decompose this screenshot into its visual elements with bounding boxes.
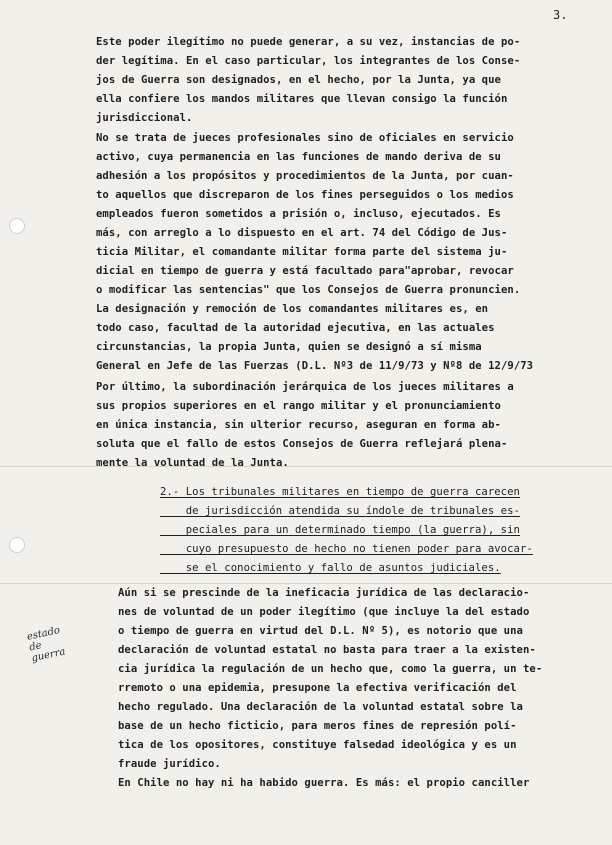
text-line: cuyo presupuesto de hecho no tienen poder para avocar-: [160, 543, 533, 555]
text-line: ticia Militar, el comandante militar forma parte del sistema ju-: [96, 246, 508, 258]
text-line: La designación y remoción de los comandantes militares es, en: [96, 303, 489, 315]
text-line: Aún si se prescinde de la ineficacia jurídica de las declaracio-: [118, 587, 530, 599]
text-line: Por último, la subordinación jerárquica de los jueces militares a: [96, 381, 514, 393]
text-line: en única instancia, sin ulterior recurso, aseguran en forma ab-: [96, 419, 501, 431]
text-line: cia jurídica la regulación de un hecho que, como la guerra, un te-: [118, 663, 543, 675]
punch-hole-bottom: [9, 537, 25, 553]
text-line: En Chile no hay ni ha habido guerra. Es más: el propio canciller: [118, 777, 530, 789]
punch-hole-top: [9, 218, 25, 234]
handwritten-margin-note: estado de guerra: [26, 625, 67, 665]
text-line: de jurisdicción atendida su índole de tribunales es-: [160, 505, 520, 517]
text-line: hecho regulado. Una declaración de la voluntad estatal sobre la: [118, 701, 523, 713]
text-line: soluta que el fallo de estos Consejos de Guerra reflejará plena-: [96, 438, 508, 450]
text-line: tica de los opositores, constituye falsedad ideológica y es un: [118, 739, 517, 751]
page-number: 3.: [553, 8, 568, 22]
text-line: to aquellos que discreparon de los fines perseguidos o los medios: [96, 189, 514, 201]
fold-line: [0, 583, 612, 584]
text-line: General en Jefe de las Fuerzas (D.L. Nº3 de 11/9/73 y Nº8 de 12/9/73: [96, 360, 534, 372]
text-line: 2.- Los tribunales militares en tiempo de guerra carecen: [160, 486, 520, 498]
text-line: o modificar las sentencias" que los Consejos de Guerra pronuncien.: [96, 284, 521, 296]
text-line: todo caso, facultad de la autoridad ejecutiva, en las actuales: [96, 322, 495, 334]
text-line: empleados fueron sometidos a prisión o, incluso, ejecutados. Es: [96, 208, 501, 220]
text-line: nes de voluntad de un poder ilegítimo (que incluye la del estado: [118, 606, 530, 618]
text-line: jurisdiccional.: [96, 112, 193, 124]
text-line: base de un hecho ficticio, para meros fines de represión polí-: [118, 720, 517, 732]
text-line: Este poder ilegítimo no puede generar, a su vez, instancias de po-: [96, 36, 521, 48]
text-line: declaración de voluntad estatal no basta para traer a la existen-: [118, 644, 536, 656]
text-line: o tiempo de guerra en virtud del D.L. Nº 5), es notorio que una: [118, 625, 523, 637]
text-line: se el conocimiento y fallo de asuntos judiciales.: [160, 562, 501, 574]
text-line: fraude jurídico.: [118, 758, 221, 770]
fold-line: [0, 466, 612, 467]
text-line: dicial en tiempo de guerra y está facultado para"aprobar, revocar: [96, 265, 514, 277]
text-line: activo, cuya permanencia en las funciones de mando deriva de su: [96, 151, 501, 163]
text-line: No se trata de jueces profesionales sino de oficiales en servicio: [96, 132, 514, 144]
text-line: ella confiere los mandos militares que llevan consigo la función: [96, 93, 508, 105]
text-line: sus propios superiores en el rango militar y el pronunciamiento: [96, 400, 501, 412]
text-line: jos de Guerra son designados, en el hecho, por la Junta, ya que: [96, 74, 501, 86]
text-line: circunstancias, la propia Junta, quien se designó a sí misma: [96, 341, 482, 353]
text-line: mente la voluntad de la Junta.: [96, 457, 289, 469]
text-line: peciales para un determinado tiempo (la guerra), sin: [160, 524, 520, 536]
text-line: rremoto o una epidemia, presupone la efectiva verificación del: [118, 682, 517, 694]
text-line: más, con arreglo a lo dispuesto en el art. 74 del Código de Jus-: [96, 227, 508, 239]
text-line: adhesión a los propósitos y procedimientos de la Junta, por cuan-: [96, 170, 514, 182]
text-line: der legítima. En el caso particular, los integrantes de los Conse-: [96, 55, 521, 67]
